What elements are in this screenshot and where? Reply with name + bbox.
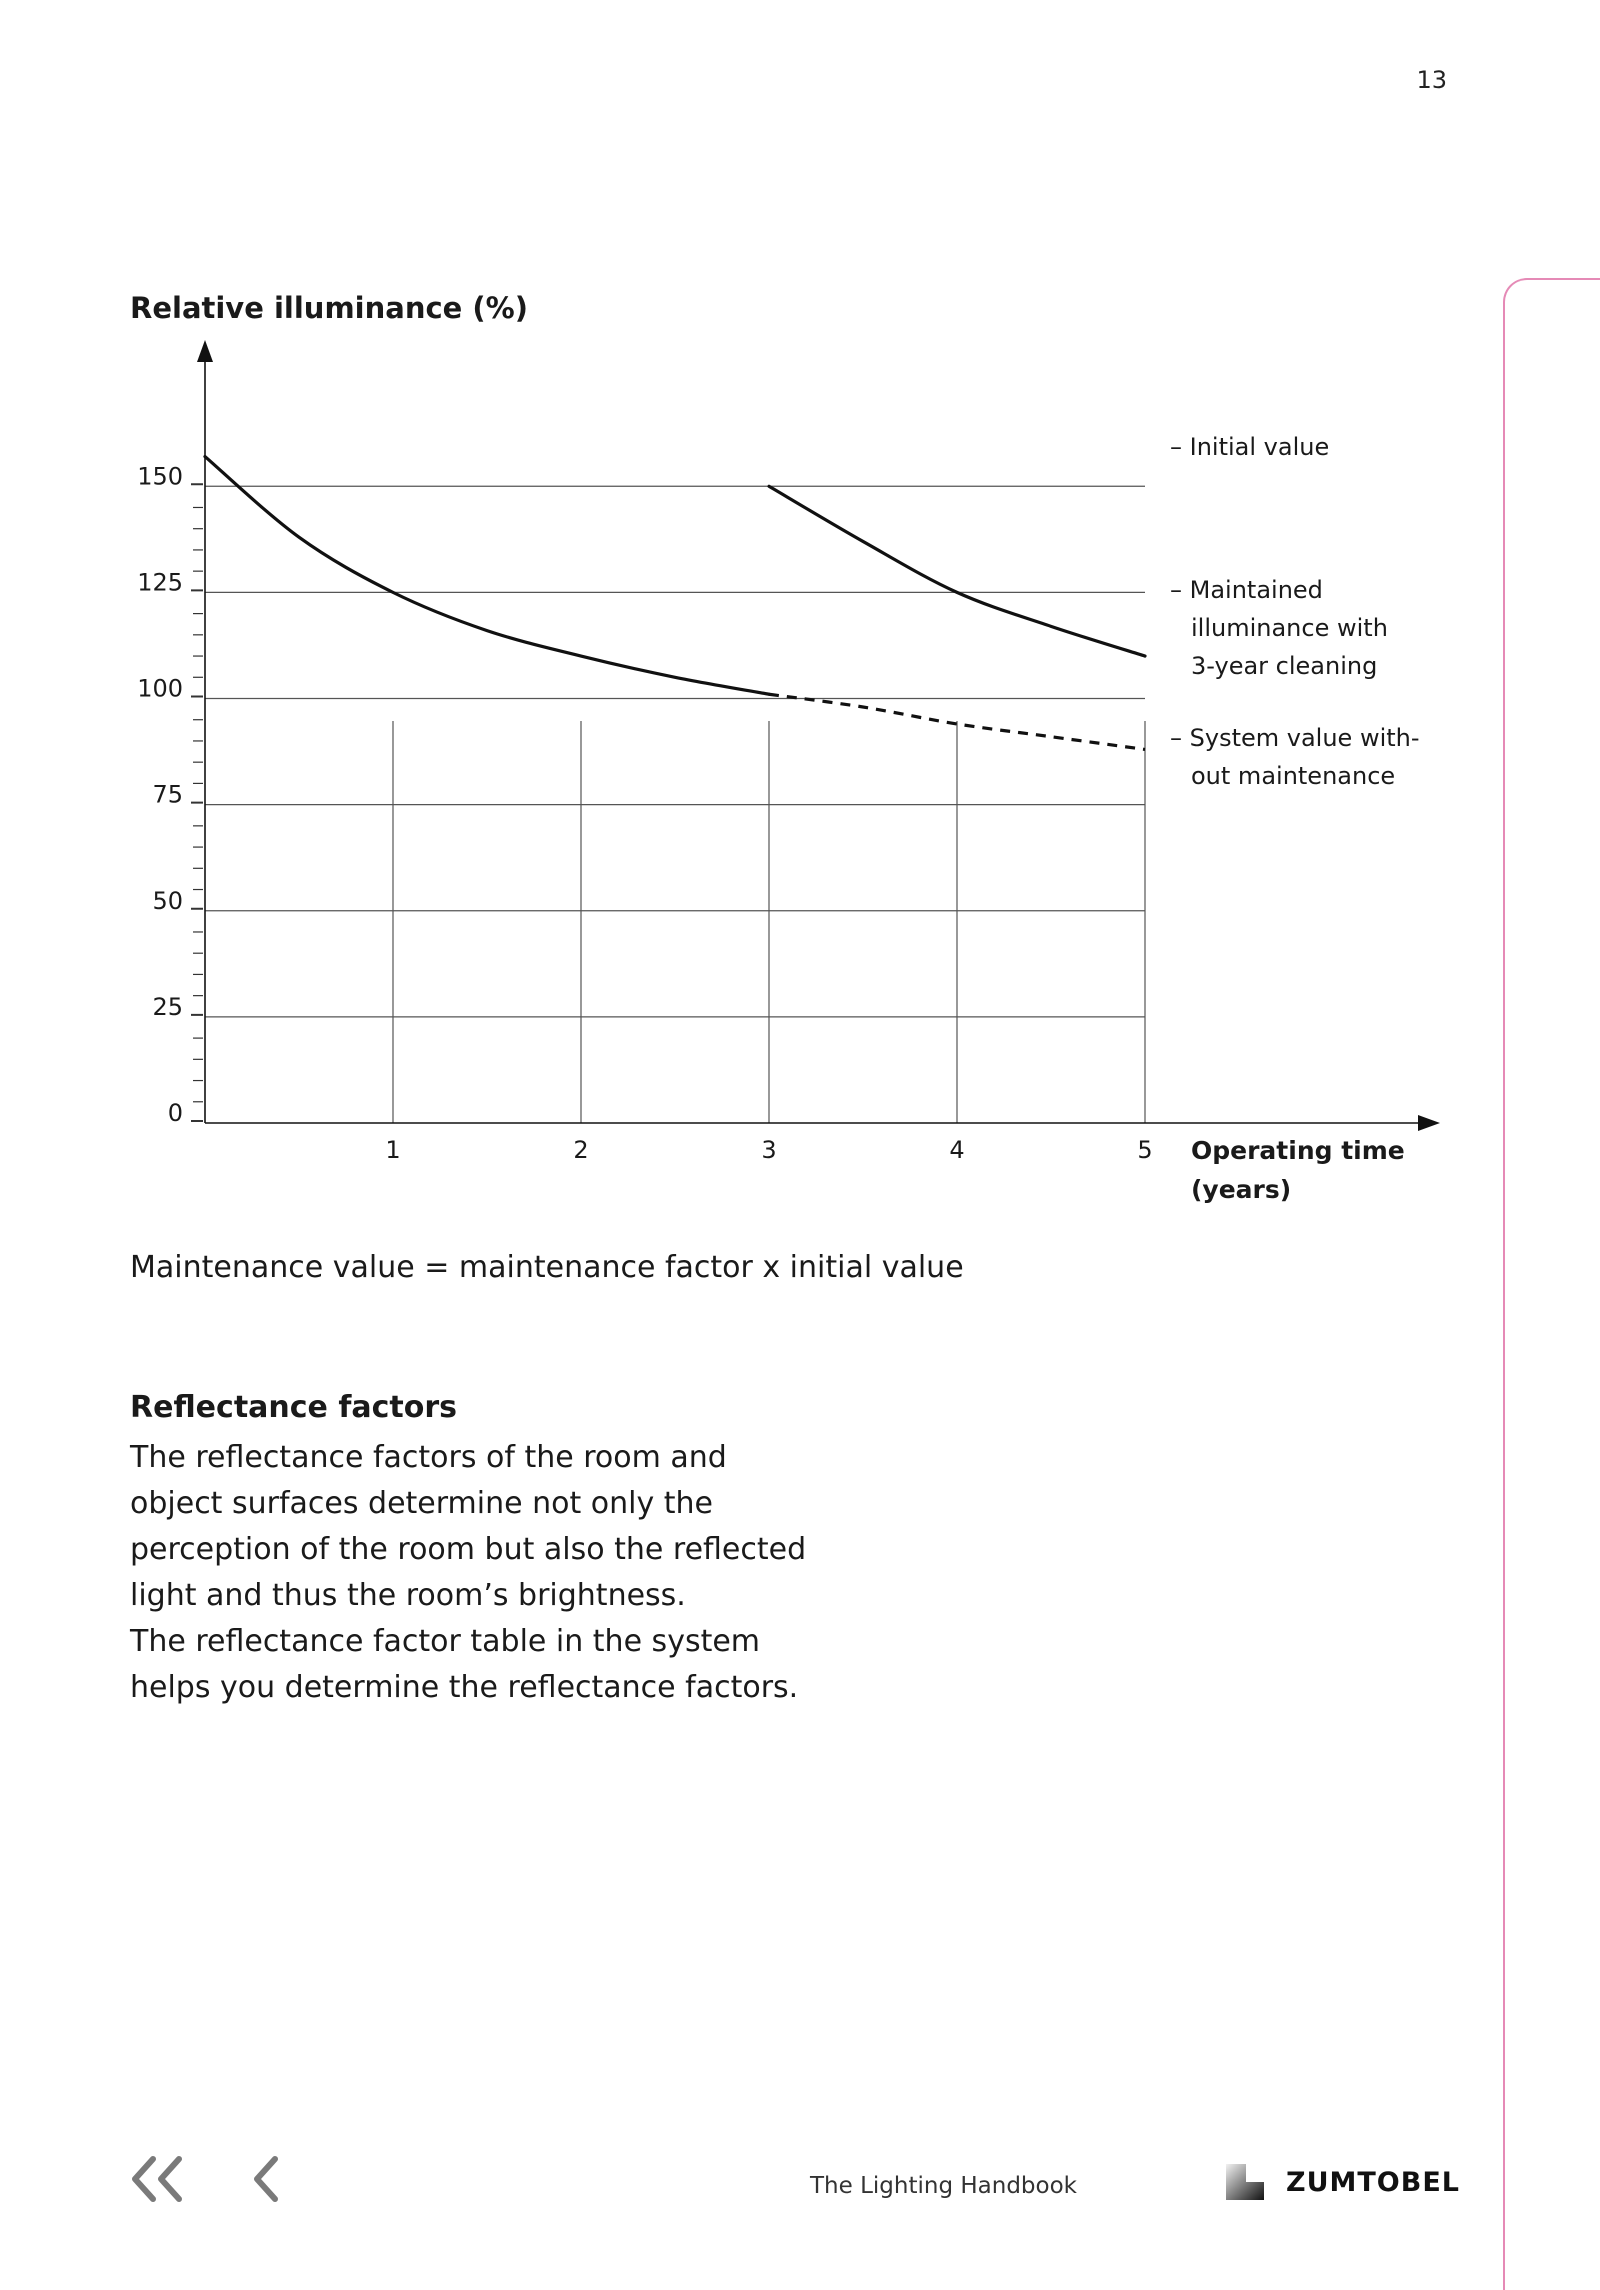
zumtobel-logo-icon bbox=[1226, 2164, 1264, 2200]
y-tick-label: 125 bbox=[137, 568, 183, 597]
x-axis-label bbox=[1191, 1136, 1405, 1204]
paragraph-line: perception of the room but also the reflected bbox=[130, 1532, 807, 1567]
x-tick-label: 2 bbox=[573, 1136, 589, 1164]
y-tick-label: 50 bbox=[152, 886, 183, 915]
brand-logo bbox=[1226, 2164, 1460, 2200]
paragraph-line: The reflectance factors of the room and bbox=[130, 1440, 727, 1475]
illuminance-chart bbox=[110, 330, 1470, 1230]
legend-entry bbox=[1170, 576, 1388, 680]
legend-line: – Initial value bbox=[1170, 433, 1330, 461]
legend-line: – Maintained bbox=[1170, 576, 1323, 604]
legend-entry bbox=[1170, 433, 1329, 461]
series-line-2 bbox=[769, 486, 1145, 656]
x-axis-label-line: (years) bbox=[1191, 1175, 1292, 1204]
paragraph-line: The reflectance factor table in the system bbox=[130, 1624, 761, 1659]
paragraph-line: light and thus the room’s brightness. bbox=[130, 1578, 686, 1613]
reflectance-section bbox=[130, 1385, 830, 1711]
section-heading: Reflectance factors bbox=[130, 1390, 458, 1425]
first-page-button[interactable] bbox=[122, 2148, 192, 2210]
y-tick-label: 75 bbox=[152, 780, 183, 809]
x-axis-arrow bbox=[1418, 1115, 1440, 1131]
footer-title: The Lighting Handbook bbox=[810, 2173, 1077, 2199]
x-tick-label: 5 bbox=[1137, 1136, 1153, 1164]
y-tick-label: 100 bbox=[137, 674, 183, 703]
paragraph-line: object surfaces determine not only the bbox=[130, 1486, 714, 1521]
paragraph-line: helps you determine the reflectance factors. bbox=[130, 1670, 799, 1705]
page-number: 13 bbox=[1416, 66, 1447, 94]
chevron-left-icon bbox=[245, 2151, 285, 2207]
y-tick-label: 0 bbox=[167, 1099, 183, 1127]
legend-line: 3-year cleaning bbox=[1191, 652, 1378, 680]
series-line-1 bbox=[205, 457, 769, 695]
double-chevron-left-icon bbox=[125, 2151, 189, 2207]
legend-line: out maintenance bbox=[1191, 762, 1396, 790]
chart-title: Relative illuminance (%) bbox=[130, 291, 528, 325]
legend-line: – System value with- bbox=[1170, 724, 1420, 752]
x-tick-label: 4 bbox=[949, 1136, 965, 1164]
maintenance-formula: Maintenance value = maintenance factor x initial value bbox=[130, 1250, 964, 1285]
legend-entry bbox=[1170, 724, 1420, 790]
x-tick-label: 3 bbox=[761, 1136, 777, 1164]
brand-name: ZUMTOBEL bbox=[1286, 2166, 1460, 2198]
legend-line: illuminance with bbox=[1191, 614, 1388, 642]
y-tick-label: 150 bbox=[137, 462, 183, 491]
x-axis-label-line: Operating time bbox=[1191, 1136, 1405, 1165]
previous-page-button[interactable] bbox=[240, 2148, 290, 2210]
y-tick-label: 25 bbox=[152, 992, 183, 1021]
y-axis-arrow bbox=[197, 340, 213, 362]
page-edge-tab bbox=[1503, 278, 1600, 2290]
x-tick-label: 1 bbox=[385, 1136, 401, 1164]
